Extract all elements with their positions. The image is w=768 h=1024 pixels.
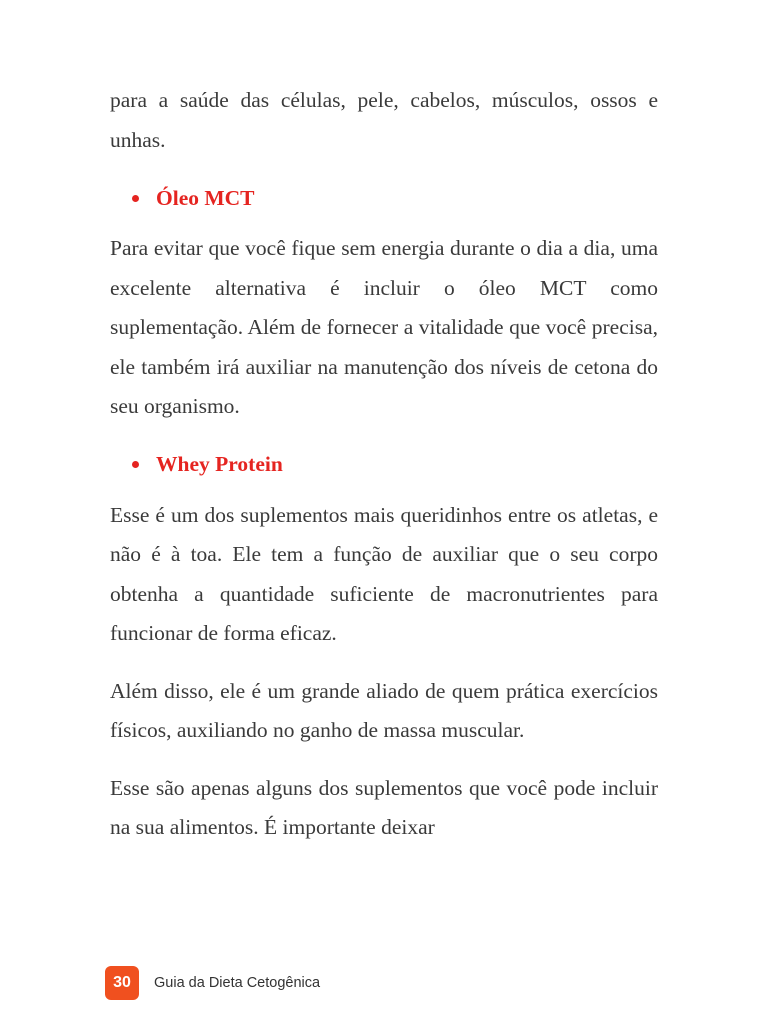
text-line: para a saúde das células, pele, cabelos, músculos, <box>110 88 579 112</box>
section-heading-oleo-mct <box>132 181 658 215</box>
text-line: como suplementação. Além de fornecer a vitalidade <box>110 275 658 339</box>
intro-paragraph <box>110 81 658 160</box>
whey-paragraph-3 <box>110 769 658 848</box>
oleo-mct-paragraph <box>110 229 658 427</box>
text-line: manutenção dos níveis de cetona do seu organismo. <box>110 354 659 418</box>
bullet-dot-icon <box>132 195 139 202</box>
section-heading-whey-protein <box>132 448 658 482</box>
text-line: que o seu corpo obtenha a quantidade suficiente de <box>110 542 659 606</box>
page-footer <box>105 966 320 1000</box>
text-line: macronutrientes para funcionar de forma eficaz. <box>110 581 659 645</box>
text-line: a dia, uma excelente alternativa é incluir o óleo MCT <box>110 236 658 300</box>
text-line: Além disso, ele é um grande aliado de quem prática <box>110 678 565 703</box>
whey-paragraph-1 <box>110 496 658 654</box>
text-line: pode incluir na sua alimentos. É importante deixar <box>110 775 659 839</box>
page-number-badge: 30 <box>105 966 139 1000</box>
text-line: os atletas, e não é à toa. Ele tem a função de auxiliar <box>110 502 659 566</box>
whey-paragraph-2 <box>110 672 658 751</box>
section-heading-label: Whey Protein <box>156 452 283 476</box>
bullet-dot-icon <box>132 461 139 468</box>
section-heading-label: Óleo MCT <box>156 185 255 210</box>
text-line: ossos e unhas. <box>110 88 658 152</box>
text-line: Para evitar que você fique sem energia durante o dia <box>110 236 563 260</box>
text-line: exercícios físicos, auxiliando no ganho de massa <box>110 678 659 742</box>
text-line: Esse é um dos suplementos mais queridinhos entre <box>110 502 551 527</box>
text-line: muscular. <box>441 718 525 742</box>
text-line: que você precisa, ele também irá auxiliar na <box>110 315 659 379</box>
footer-book-title: Guia da Dieta Cetogênica <box>154 975 321 991</box>
page-content <box>110 81 658 848</box>
text-line: Esse são apenas alguns dos suplementos que você <box>110 775 548 800</box>
